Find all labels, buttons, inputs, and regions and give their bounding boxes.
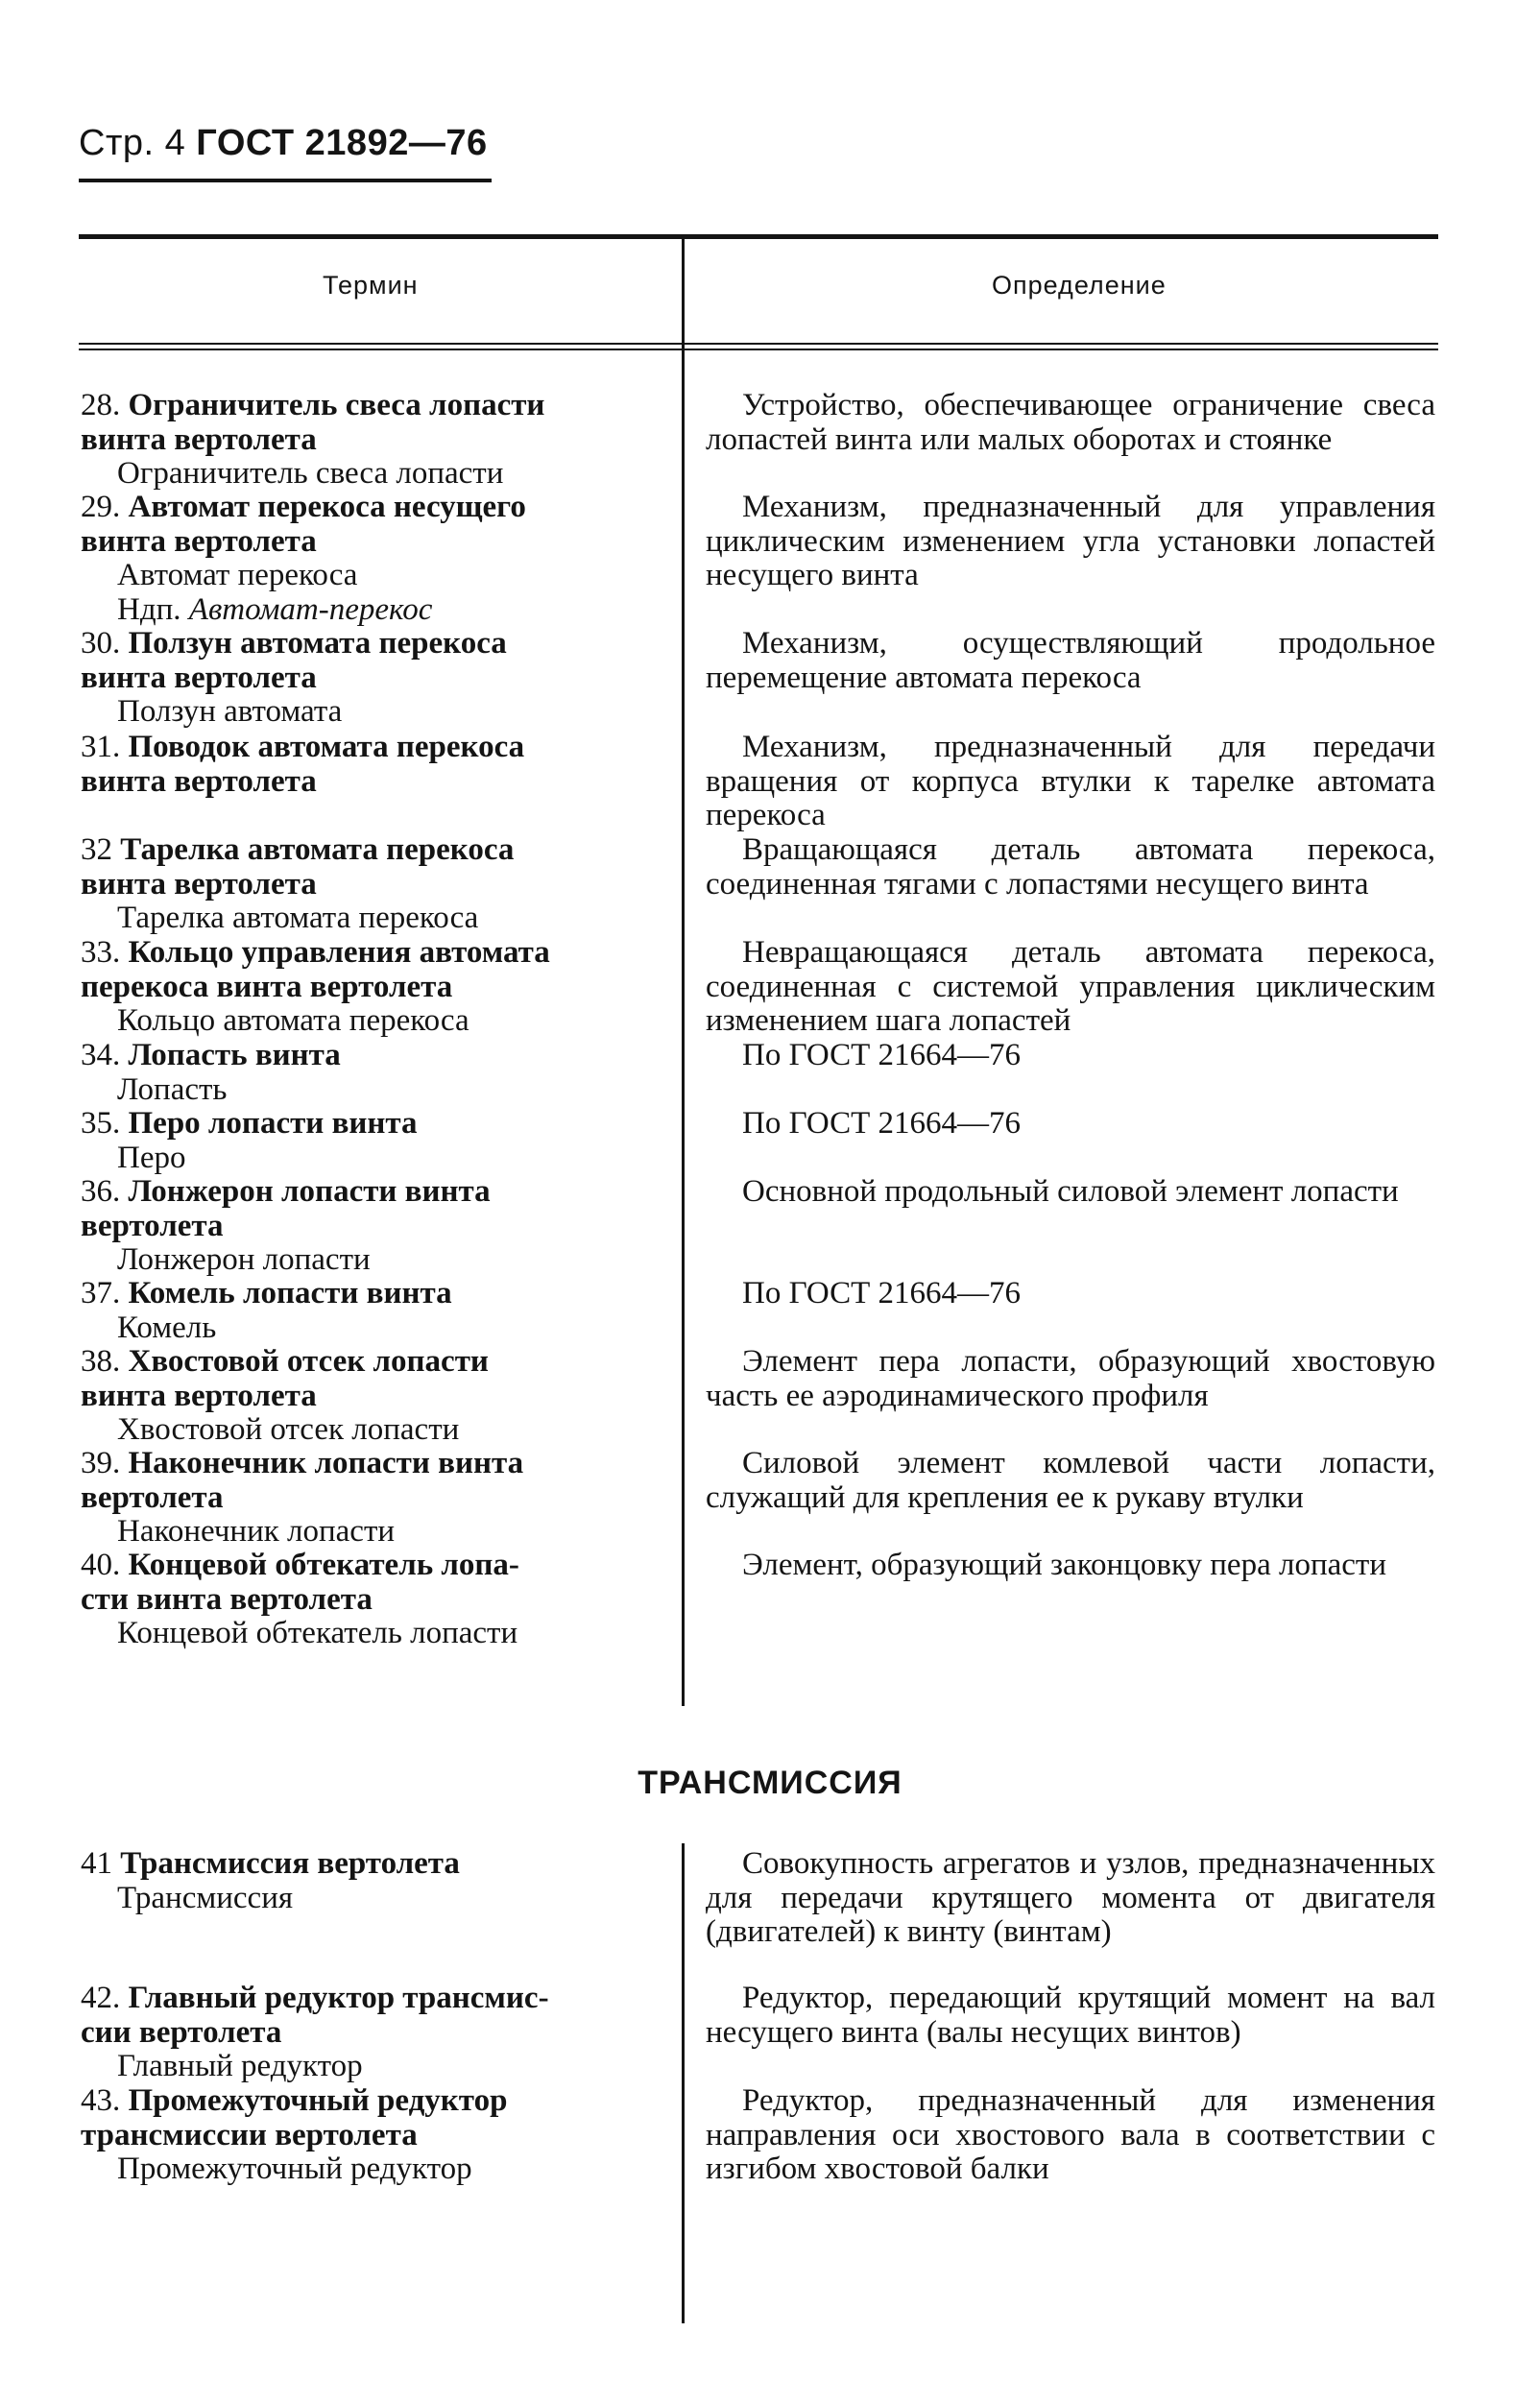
term-title: Автомат перекоса несущего [128,490,526,524]
term-title: Главный редуктор трансмис- [128,1981,549,2015]
column-divider [682,350,685,1706]
definition-text: Вращающаяся деталь автомата перекоса, соединенная тягами с лопастями несущего винта [706,832,1435,902]
term-cell [81,936,657,1039]
term-title: сии вертолета [81,2014,282,2050]
definition-cell [706,1277,1435,1311]
term-number: 29. [81,490,121,524]
definition-cell [706,833,1435,902]
term-title: винта вертолета [81,1378,317,1413]
term-cell [81,2084,657,2187]
term-title: Трансмиссия вертолета [120,1846,460,1881]
definition-text: Редуктор, предназначенный для изменения направления оси хвостового вала в соответствии с изгибом хвостовой балки [706,2083,1435,2186]
deprecated-term: Автомат-перекос [188,591,433,627]
term-number: 34. [81,1038,121,1072]
definition-cell [706,2084,1435,2187]
term-number: 35. [81,1106,121,1141]
term-title: Тарелка автомата перекоса [120,832,515,867]
term-number: 39. [81,1446,121,1480]
definition-text: Силовой элемент комлевой части лопасти, служащий для крепления ее к рукаву втулки [706,1446,1435,1515]
definition-cell [706,1549,1435,1583]
term-synonym: Ограничитель свеса лопасти [117,456,504,491]
definition-cell [706,627,1435,695]
table-head-rule [79,343,1438,345]
term-title: Промежуточный редуктор [128,2083,508,2118]
definition-text: По ГОСТ 21664—76 [742,1038,1021,1072]
term-cell [81,1549,657,1651]
definition-cell [706,1175,1435,1210]
term-title: трансмиссии вертолета [81,2117,418,2152]
standard-number: ГОСТ 21892—76 [196,123,488,163]
term-number: 38. [81,1344,121,1379]
term-synonym: Кольцо автомата перекоса [117,1003,469,1038]
term-number: 32 [81,832,112,867]
term-title: Ограничитель свеса лопасти [128,388,545,422]
page-header [79,123,488,164]
term-synonym: Перо [117,1140,186,1175]
section-title: ТРАНСМИССИЯ [638,1765,902,1801]
term-title: перекоса винта вертолета [81,969,453,1004]
term-synonym: Хвостовой отсек лопасти [117,1412,460,1447]
term-title: Ползун автомата перекоса [128,626,507,661]
definition-text: Механизм, осуществляющий продольное перемещение автомата перекоса [706,626,1435,695]
term-title: винта вертолета [81,866,317,902]
term-cell [81,491,657,627]
term-number: 31. [81,730,121,764]
term-title: сти винта вертолета [81,1581,373,1617]
term-cell [81,1277,657,1345]
term-cell [81,1175,657,1278]
definition-cell [706,1039,1435,1073]
term-title: Наконечник лопасти винта [128,1446,524,1480]
term-title: вертолета [81,1479,224,1515]
table-top-rule [79,234,1438,239]
term-synonym: Автомат перекоса [117,558,358,592]
definition-text: Невращающаяся деталь автомата перекоса, соединенная с системой управления циклическим изменением шага лопастей [706,935,1435,1038]
definition-cell [706,936,1435,1039]
term-synonym: Ползун автомата [117,694,343,729]
term-cell [81,1847,657,1915]
term-synonym: Комель [117,1310,217,1345]
term-cell [81,1039,657,1107]
column-header-definition: Определение [992,271,1167,300]
definition-text: Механизм, предназначенный для управления циклическим изменением угла установки лопастей несущего винта [706,490,1435,592]
term-number: 43. [81,2083,121,2118]
term-title: винта вертолета [81,523,317,559]
column-divider [682,234,685,350]
term-cell [81,627,657,730]
term-title: Лонжерон лопасти винта [128,1174,491,1209]
term-cell [81,1345,657,1448]
term-number: 36. [81,1174,121,1209]
term-number: 41 [81,1846,112,1881]
term-cell [81,1447,657,1550]
term-synonym: Промежуточный редуктор [117,2152,472,2186]
definition-cell [706,1447,1435,1515]
table-head-rule [79,349,1438,350]
term-title: винта вертолета [81,421,317,457]
definition-cell [706,491,1435,593]
term-cell [81,731,657,799]
definition-cell [706,1345,1435,1413]
definition-text: Основной продольный силовой элемент лопасти [742,1174,1399,1209]
definition-text: Устройство, обеспечивающее ограничение свеса лопастей винта или малых оборотах и стоянке [706,388,1435,457]
definition-cell [706,731,1435,833]
definition-text: Совокупность агрегатов и узлов, предназначенных для передачи крутящего момента от двигателя (двигателей) к винту (винтам) [706,1846,1435,1949]
page-label: Стр. 4 [79,123,186,163]
term-synonym: Лопасть [117,1071,228,1107]
term-number: 33. [81,935,121,970]
term-number: 40. [81,1548,121,1582]
term-cell [81,1107,657,1175]
term-synonym: Главный редуктор [117,2049,363,2083]
deprecated-label: Ндп. [117,591,181,627]
term-synonym: Лонжерон лопасти [117,1242,371,1277]
term-title: Кольцо управления автомата [128,935,550,970]
column-divider [682,1843,685,2323]
term-title: Концевой обтекатель лопа- [128,1548,519,1582]
definition-cell [706,389,1435,457]
term-cell [81,389,657,492]
definition-text: Редуктор, передающий крутящий момент на вал несущего винта (валы несущих винтов) [706,1981,1435,2050]
definition-cell [706,1847,1435,1950]
term-synonym: Концевой обтекатель лопасти [117,1616,518,1650]
definition-text: По ГОСТ 21664—76 [742,1276,1021,1310]
term-number: 37. [81,1276,121,1310]
term-title: вертолета [81,1208,224,1243]
definition-text: Элемент, образующий законцовку пера лопасти [742,1548,1386,1582]
term-cell [81,1982,657,2084]
definition-cell [706,1107,1435,1142]
term-number: 42. [81,1981,121,2015]
term-title: Лопасть винта [128,1038,341,1072]
term-title: Перо лопасти винта [128,1106,418,1141]
term-number: 30. [81,626,121,661]
definition-text: По ГОСТ 21664—76 [742,1106,1021,1141]
term-title: Хвостовой отсек лопасти [128,1344,489,1379]
definition-cell [706,1982,1435,2050]
term-number: 28. [81,388,121,422]
term-title: винта вертолета [81,660,317,695]
term-synonym: Трансмиссия [117,1880,294,1915]
term-title: Комель лопасти винта [128,1276,452,1310]
column-header-term: Термин [323,271,419,300]
term-cell [81,833,657,936]
term-synonym: Наконечник лопасти [117,1514,396,1549]
definition-text: Механизм, предназначенный для передачи вращения от корпуса втулки к тарелке автомата перекоса [706,730,1435,832]
term-title: Поводок автомата перекоса [128,730,525,764]
definition-text: Элемент пера лопасти, образующий хвостовую часть ее аэродинамического профиля [706,1344,1435,1413]
header-rule [79,179,492,182]
term-title: винта вертолета [81,763,317,799]
term-synonym: Тарелка автомата перекоса [117,901,479,935]
